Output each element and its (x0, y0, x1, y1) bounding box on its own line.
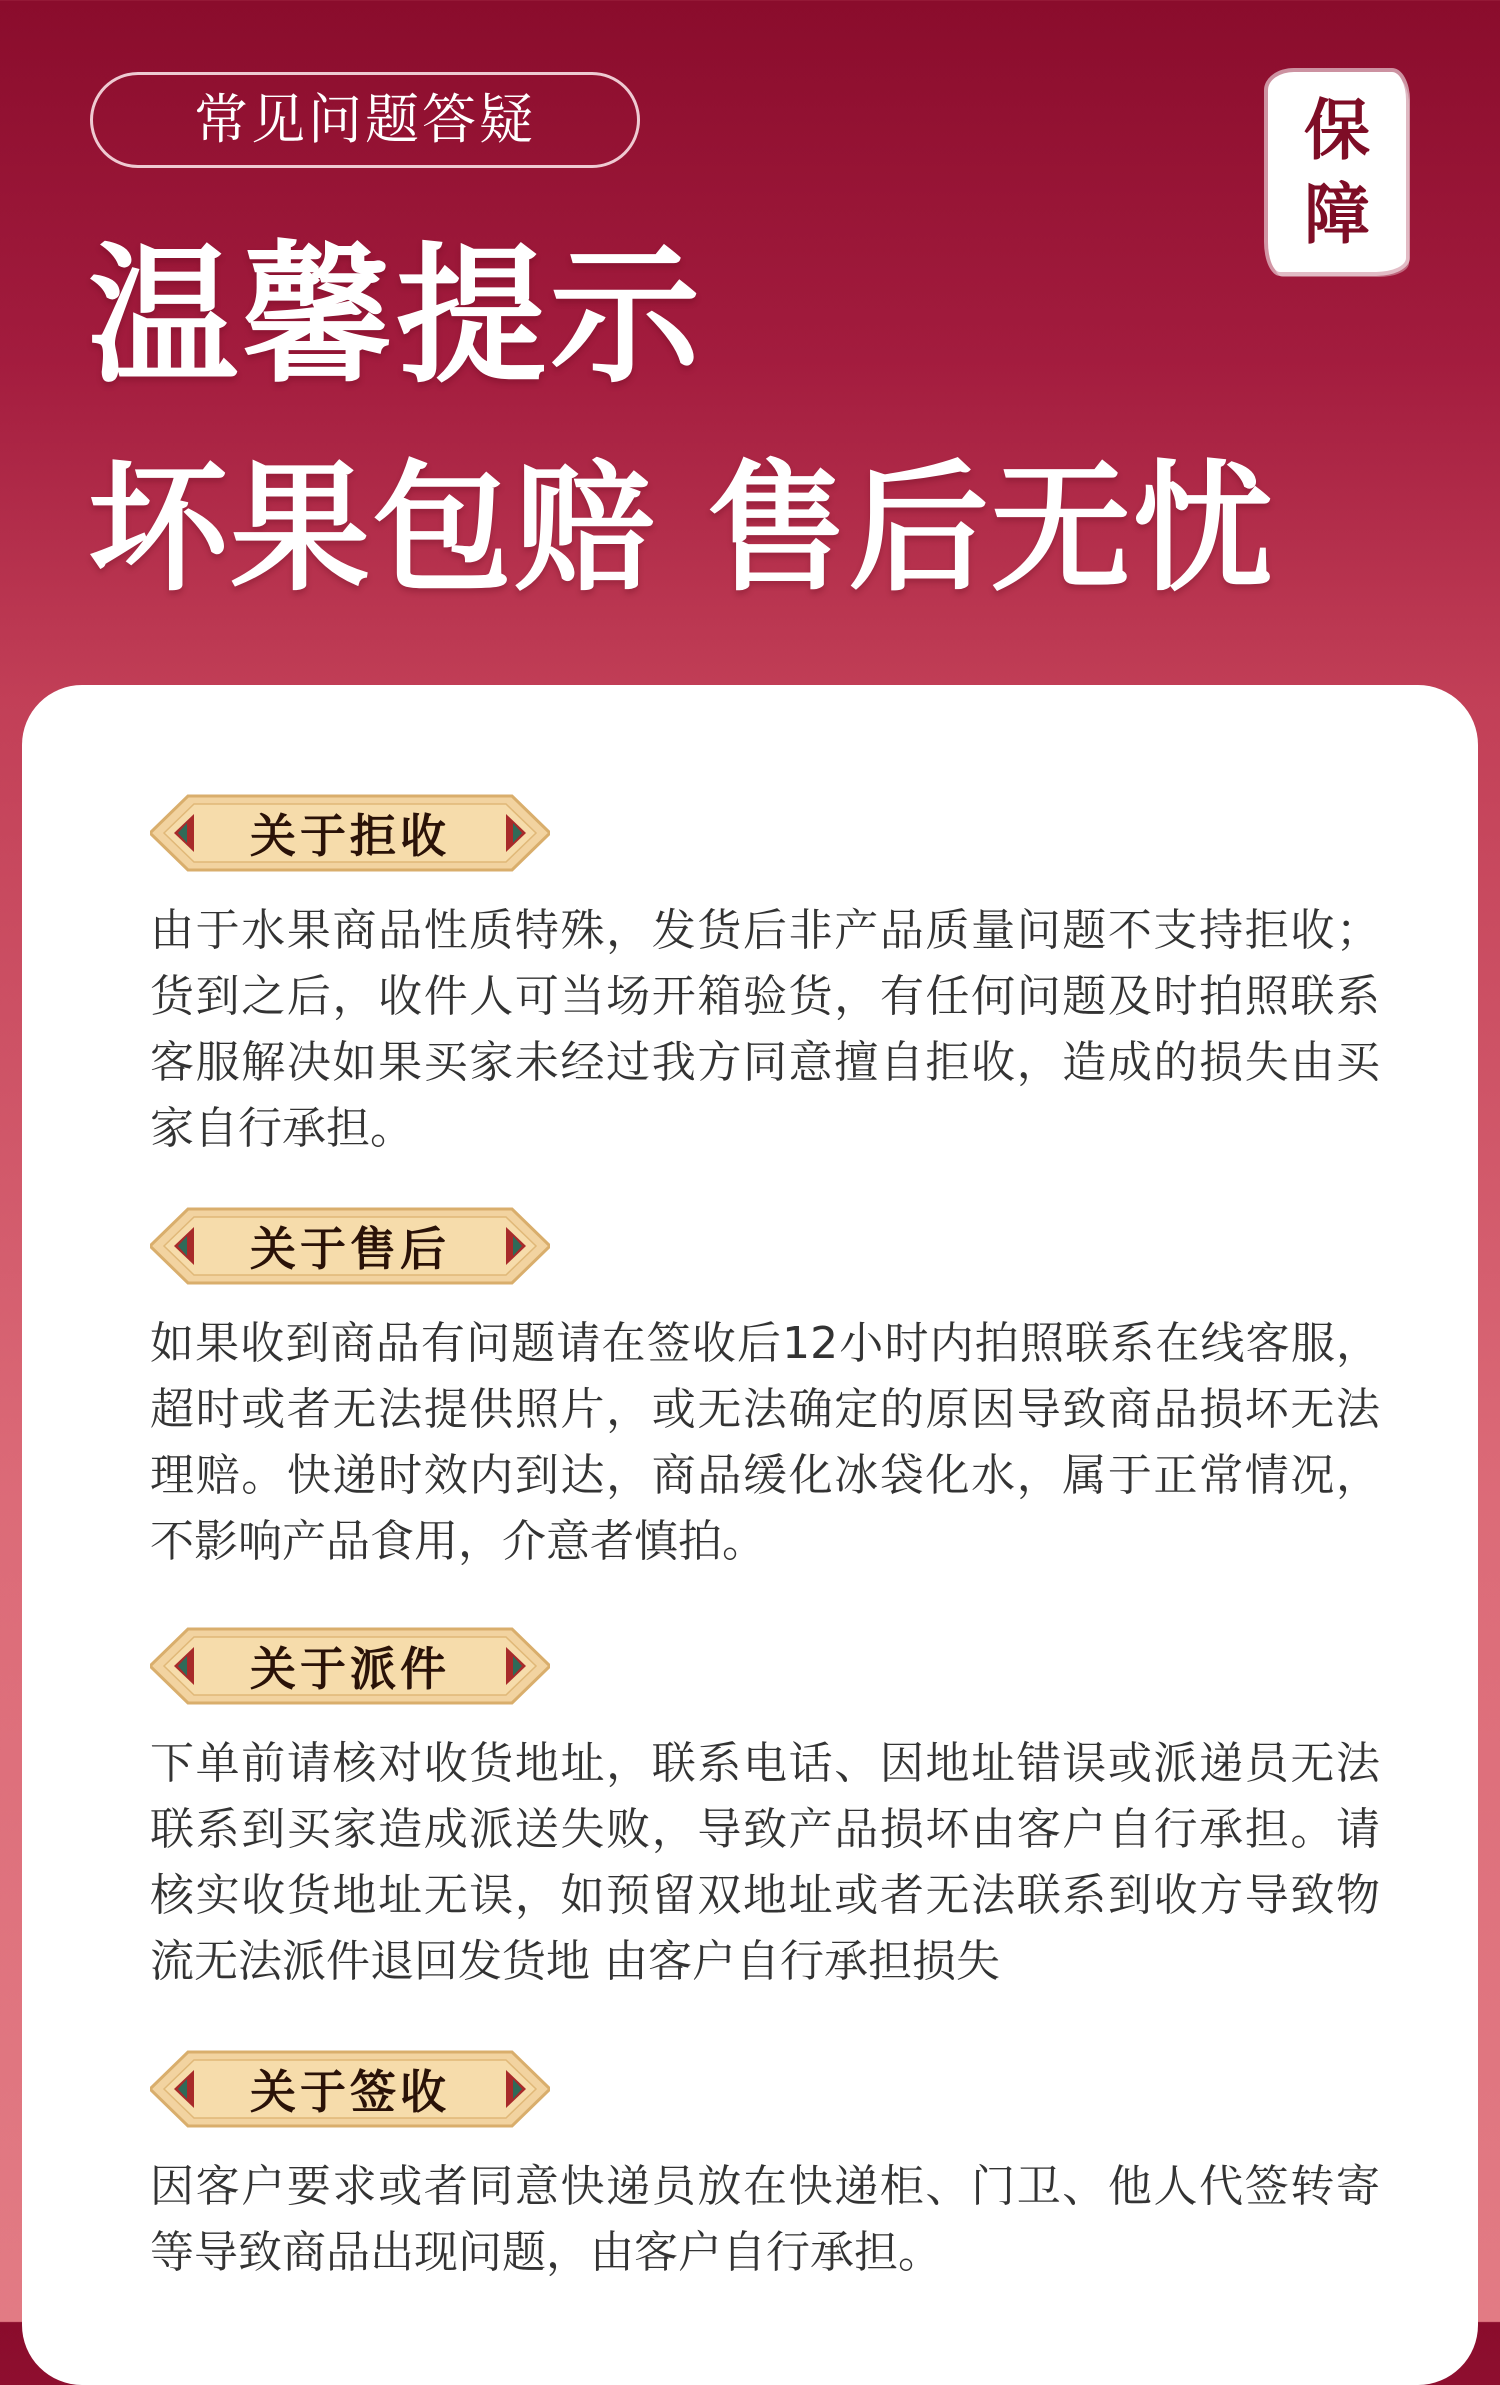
headline-warm-tip: 温馨提示 (88, 230, 705, 404)
section-title: 关于签收 (250, 2065, 450, 2119)
headline-guarantee: 坏果包赔 售后无忧 (88, 448, 1275, 611)
section-text: 因客户要求或者同意快递员放在快递柜、门卫、他人代签转寄等导致商品出现问题，由客户自行承担。 (150, 2161, 1380, 2278)
section-badge (150, 1623, 550, 1709)
seal-char-2: 障 (1304, 175, 1370, 253)
section-text: 下单前请核对收货地址，联系电话、因地址错误或派递员无法联系到买家造成派送失败，导致产品损坏由客户自行承担。请核实收货地址无误，如预留双地址或者无法联系到收方导致物流无法派件退回发货地 由客户自行承担损失 (150, 1738, 1380, 1987)
section-badge (150, 790, 550, 876)
section-text: 如果收到商品有问题请在签收后12小时内拍照联系在线客服，超时或者无法提供照片，或无法确定的原因导致商品损坏无法理赔。快递时效内到达，商品缓化冰袋化水，属于正常情况，不影响产品食用，介意者慎拍。 (150, 1318, 1380, 1567)
section-delivery (150, 1623, 1380, 1995)
section-text: 由于水果商品性质特殊，发货后非产品质量问题不支持拒收；货到之后，收件人可当场开箱验货，有任何问题及时拍照联系客服解决如果买家未经过我方同意擅自拒收，造成的损失由买家自行承担。 (150, 905, 1380, 1154)
seal-char-1: 保 (1304, 91, 1370, 169)
section-badge (150, 1203, 550, 1289)
section-rejection (150, 790, 1380, 1162)
guarantee-seal-stamp (1268, 72, 1406, 272)
section-title: 关于拒收 (250, 809, 450, 863)
section-signing (150, 2046, 1380, 2286)
section-title: 关于派件 (250, 1642, 450, 1696)
section-after-sales (150, 1203, 1380, 1575)
section-badge (150, 2046, 550, 2132)
section-title: 关于售后 (250, 1222, 450, 1276)
faq-pill-label: 常见问题答疑 (90, 72, 640, 168)
